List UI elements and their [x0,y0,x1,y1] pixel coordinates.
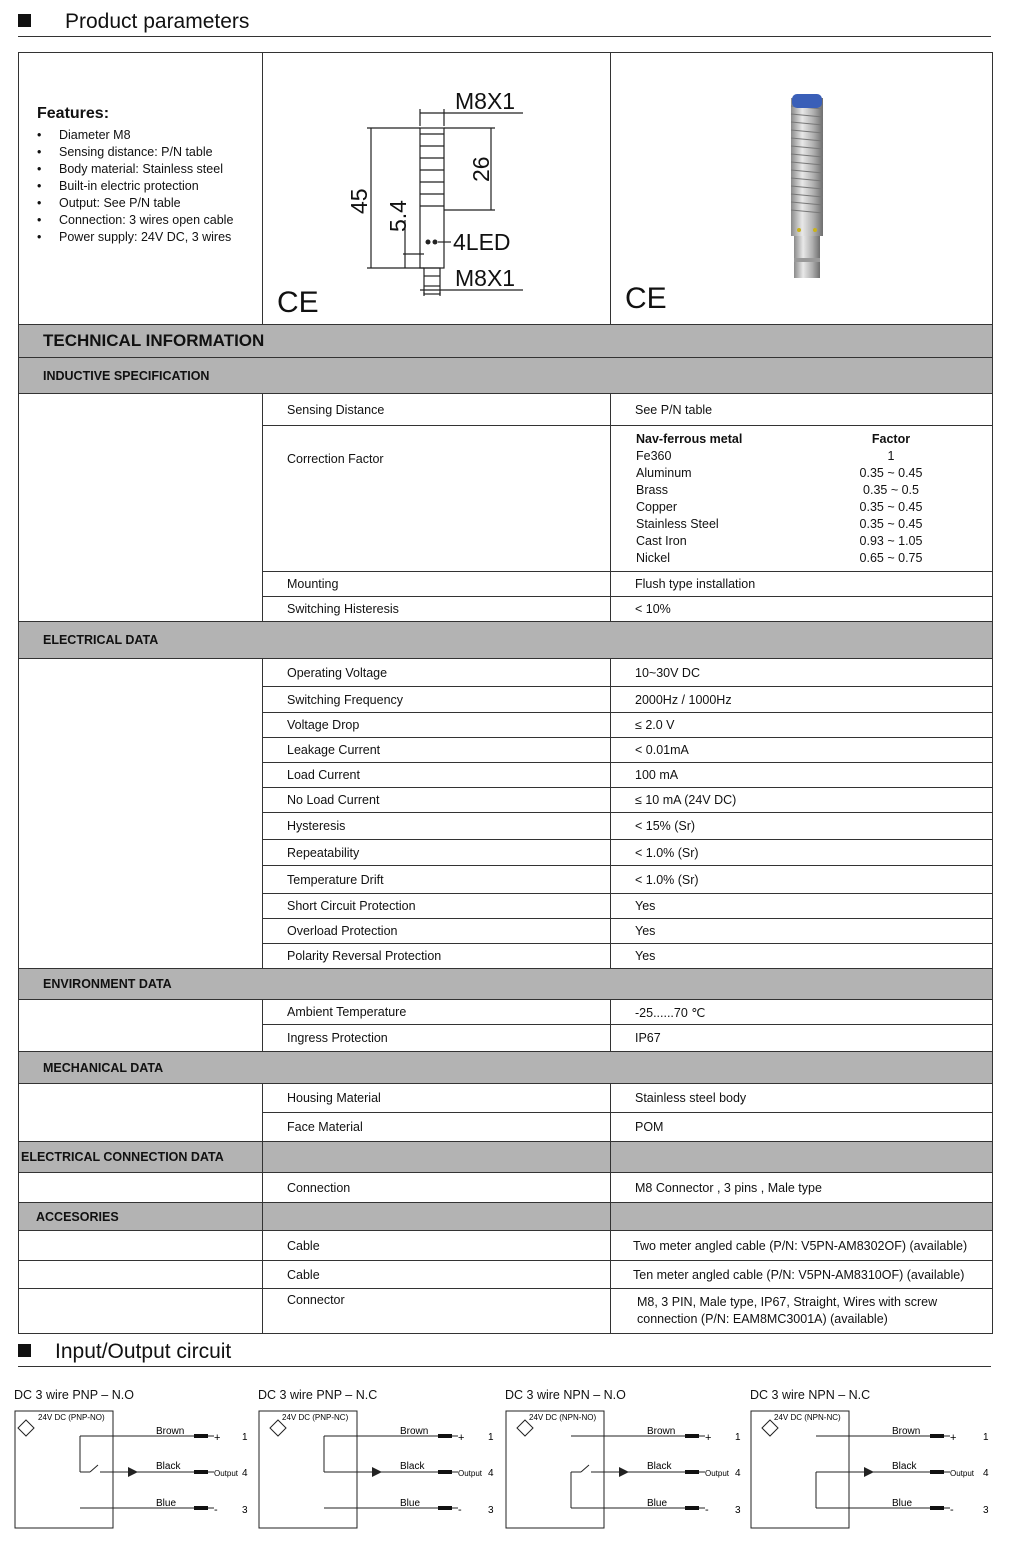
feature-item: • Built-in electric protection [37,178,262,195]
pin-number: 4 [488,1468,494,1479]
spec-label: Connector [263,1289,611,1334]
cf-metal: Copper [636,499,677,514]
spec-value: IP67 [611,1025,993,1052]
plus-sign: + [950,1432,957,1444]
circuit-diagram-pnp-nc [258,1410,498,1530]
wire-blue: Blue [892,1498,913,1509]
square-bullet-icon [18,14,31,27]
spec-value: Yes [611,894,993,919]
wire-black: Black [400,1461,425,1472]
io-circuit-heading: Input/Output circuit [18,1340,231,1364]
spec-value: See P/N table [611,394,993,426]
spec-value: Flush type installation [611,572,993,597]
product-photo [611,54,991,324]
plus-sign: + [458,1432,465,1444]
drawing-dim-26: 26 [468,155,494,182]
wire-blue: Blue [400,1498,421,1509]
empty-cell [19,659,263,969]
feature-item: • Sensing distance: P/N table [37,144,262,161]
pin-number: 3 [242,1505,248,1516]
spec-value: M8, 3 PIN, Male type, IP67, Straight, Wires with screw connection (P/N: EAM8MC3001A) (available) [611,1289,993,1334]
feature-item: • Diameter M8 [37,127,262,144]
features-list [37,127,262,246]
spec-label: Temperature Drift [263,866,611,894]
wire-black: Black [647,1461,672,1472]
dimension-drawing [263,54,609,324]
heading-rule [18,1366,991,1367]
spec-label: Sensing Distance [263,394,611,426]
pin-number: 3 [488,1505,494,1516]
cf-metal: Brass [636,482,668,497]
empty-cell [19,1084,263,1142]
spec-label: Mounting [263,572,611,597]
spec-value: < 10% [611,597,993,622]
output-label: Output [705,1469,730,1478]
mechanical-header: MECHANICAL DATA [19,1052,993,1084]
product-photo-cell [611,53,993,325]
circuit-title: DC 3 wire NPN – N.O [505,1388,626,1402]
wire-brown: Brown [400,1426,429,1437]
wire-blue: Blue [647,1498,668,1509]
drawing-led-label: 4LED [453,228,511,255]
wire-brown: Brown [647,1426,676,1437]
output-label: Output [950,1469,975,1478]
technical-information-header: TECHNICAL INFORMATION [19,325,993,358]
empty-cell [19,1261,263,1289]
pin-number: 4 [735,1468,741,1479]
spec-value: 10~30V DC [611,659,993,687]
circuit-diagram-npn-no [505,1410,745,1530]
correction-factor-table [636,431,936,567]
spec-label: Operating Voltage [263,659,611,687]
features-cell [19,53,263,325]
spec-value: Yes [611,919,993,944]
accessories-header: ACCESORIES [19,1203,263,1231]
pin-number: 1 [983,1432,989,1443]
empty-cell [263,1203,611,1231]
spec-value: -25......70 ℃ [611,1000,993,1025]
drawing-bottom-label: M8X1 [455,264,516,291]
cf-factor: 0.93 ~ 1.05 [859,533,923,548]
pin-number: 4 [983,1468,989,1479]
electrical-connection-header: ELECTRICAL CONNECTION DATA [19,1142,263,1173]
cf-metal: Nickel [636,550,671,565]
feature-item: • Output: See P/N table [37,195,262,212]
cf-factor: 1 [887,448,895,463]
pin-number: 1 [242,1432,248,1443]
features-title: Features: [37,105,110,122]
minus-sign: - [214,1504,218,1516]
spec-value: 2000Hz / 1000Hz [611,687,993,713]
product-ce-mark: CE [625,281,667,315]
spec-label: Overload Protection [263,919,611,944]
circuit-title: DC 3 wire NPN – N.C [750,1388,871,1402]
feature-item: • Power supply: 24V DC, 3 wires [37,229,262,246]
drawing-top-label: M8X1 [455,87,516,114]
spec-label: Switching Frequency [263,687,611,713]
circuit-title: DC 3 wire PNP – N.C [258,1388,378,1402]
spec-value: < 0.01mA [611,738,993,763]
pin-number: 1 [488,1432,494,1443]
spec-label: Hysteresis [263,813,611,840]
spec-label: Voltage Drop [263,713,611,738]
spec-value: Two meter angled cable (P/N: V5PN-AM8302OF) (available) [611,1231,993,1261]
spec-label: Load Current [263,763,611,788]
cf-metal: Cast Iron [636,533,687,548]
pin-number: 3 [983,1505,989,1516]
spec-label: Ingress Protection [263,1025,611,1052]
cf-metal: Aluminum [636,465,692,480]
inductive-header: INDUCTIVE SPECIFICATION [19,358,993,394]
cf-factor: 0.35 ~ 0.45 [859,465,923,480]
cf-metal: Stainless Steel [636,516,719,531]
output-label: Output [458,1469,483,1478]
circuit-diagram-npn-nc [750,1410,994,1530]
wire-blue: Blue [156,1498,177,1509]
plus-sign: + [214,1432,221,1444]
spec-value: < 15% (Sr) [611,813,993,840]
spec-value: < 1.0% (Sr) [611,840,993,866]
wire-black: Black [892,1461,917,1472]
circuit-box-label: 24V DC (PNP-NC) [282,1413,349,1422]
spec-value: Ten meter angled cable (P/N: V5PN-AM8310OF) (available) [611,1261,993,1289]
spec-value: ≤ 10 mA (24V DC) [611,788,993,813]
spec-value: ≤ 2.0 V [611,713,993,738]
minus-sign: - [705,1504,709,1516]
empty-cell [611,1142,993,1173]
empty-cell [19,394,263,622]
empty-cell [263,1142,611,1173]
spec-label: Cable [263,1231,611,1261]
spec-value: 100 mA [611,763,993,788]
circuit-box-label: 24V DC (NPN-NC) [774,1413,841,1422]
minus-sign: - [458,1504,462,1516]
spec-label: No Load Current [263,788,611,813]
spec-label: Leakage Current [263,738,611,763]
spec-value: < 1.0% (Sr) [611,866,993,894]
spec-label: Switching Histeresis [263,597,611,622]
spec-label: Housing Material [263,1084,611,1113]
cf-factor: 0.35 ~ 0.45 [859,516,923,531]
circuit-box-label: 24V DC (NPN-NO) [529,1413,597,1422]
environment-header: ENVIRONMENT DATA [19,969,993,1000]
spec-label: Connection [263,1173,611,1203]
spec-label: Face Material [263,1113,611,1142]
heading-rule [18,36,991,37]
wire-brown: Brown [892,1426,921,1437]
spec-label: Correction Factor [263,426,611,572]
empty-cell [19,1231,263,1261]
circuit-diagram-pnp-no [14,1410,254,1530]
pin-number: 1 [735,1432,741,1443]
ce-mark: CE [277,285,319,319]
drawing-dim-45: 45 [346,187,372,214]
cf-metal: Fe360 [636,448,672,463]
spec-label: Cable [263,1261,611,1289]
cf-factor: 0.35 ~ 0.5 [863,482,919,497]
empty-cell [19,1000,263,1052]
circuit-title: DC 3 wire PNP – N.O [14,1388,134,1402]
plus-sign: + [705,1432,712,1444]
pin-number: 4 [242,1468,248,1479]
spec-label: Ambient Temperature [263,1000,611,1025]
cf-header: Nav-ferrous metal [636,431,743,446]
minus-sign: - [950,1504,954,1516]
pin-number: 3 [735,1505,741,1516]
product-parameters-heading: Product parameters [18,10,249,34]
cf-factor: 0.35 ~ 0.45 [859,499,923,514]
drawing-dim-54: 5.4 [385,199,411,232]
feature-item: • Body material: Stainless steel [37,161,262,178]
spec-value: M8 Connector , 3 pins , Male type [611,1173,993,1203]
empty-cell [19,1289,263,1334]
dimension-drawing-cell [263,53,611,325]
square-bullet-icon [18,1344,31,1357]
spec-table [18,52,993,1334]
spec-value: POM [611,1113,993,1142]
spec-value: Yes [611,944,993,969]
spec-label: Repeatability [263,840,611,866]
electrical-header: ELECTRICAL DATA [19,622,993,659]
empty-cell [19,1173,263,1203]
cf-header: Factor [871,431,911,446]
correction-factor-table-cell [611,426,993,572]
wire-black: Black [156,1461,181,1472]
empty-cell [611,1203,993,1231]
wire-brown: Brown [156,1426,185,1437]
output-label: Output [214,1469,239,1478]
spec-label: Polarity Reversal Protection [263,944,611,969]
spec-label: Short Circuit Protection [263,894,611,919]
cf-factor: 0.65 ~ 0.75 [859,550,923,565]
feature-item: • Connection: 3 wires open cable [37,212,262,229]
circuit-box-label: 24V DC (PNP-NO) [38,1413,105,1422]
spec-value: Stainless steel body [611,1084,993,1113]
